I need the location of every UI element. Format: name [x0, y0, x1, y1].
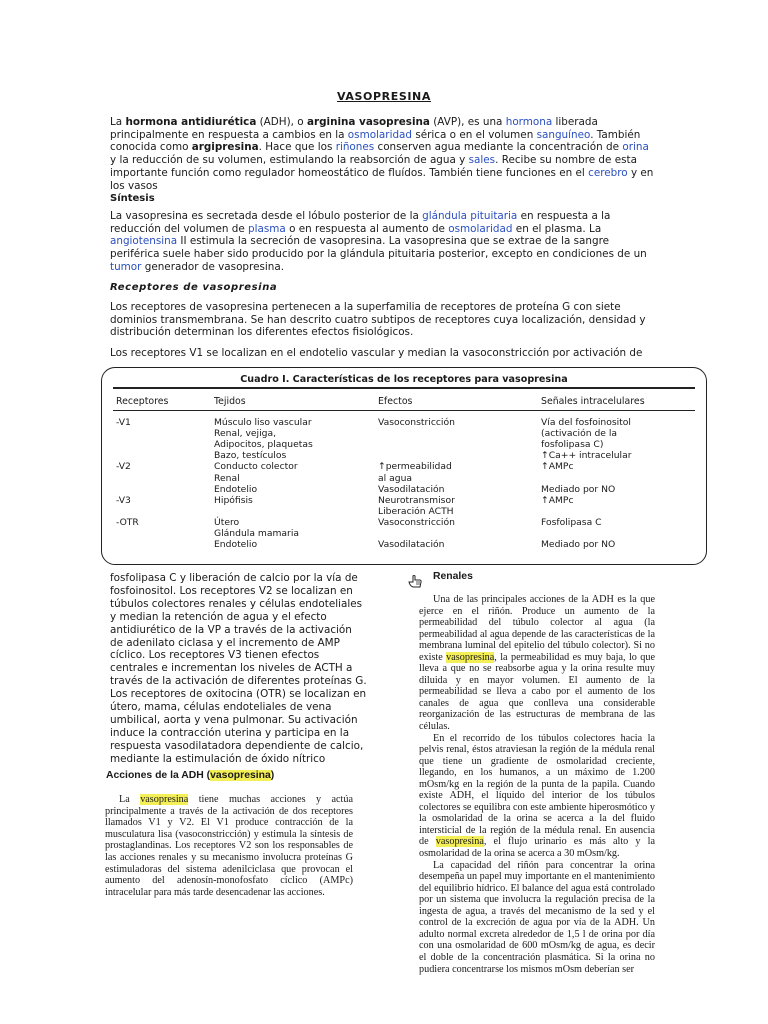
link-angiotensina[interactable]: angiotensina	[110, 235, 178, 248]
table-cell-tejido: Útero	[214, 516, 240, 528]
receptores-paragraph-1: Los receptores de vasopresina pertenecen a la superfamilia de receptores de proteína G con siete dominios transmembrana. Se han descrito cuatro subtipos de receptores cuya localización, densidad y distribución determinan los diferentes efectos fisiológicos.	[110, 301, 646, 339]
link-rinones[interactable]: riñones	[335, 141, 375, 154]
table-cell-efecto: ↑permeabilidad	[378, 461, 452, 473]
table-cell-senal: ↑Ca++ intracelular	[541, 450, 632, 462]
table-cell-senal: Vía del fosfoinositol	[541, 417, 631, 428]
table-cell-tejido: Glándula mamaria	[214, 528, 300, 539]
table-cell-efecto: Vasodilatación	[378, 539, 445, 551]
table-cell-efecto: Liberación ACTH	[378, 505, 454, 517]
receptores-continued: fosfolipasa C y liberación de calcio por la vía de fosfoinositol. Los receptores V2 se localizan en túbulos colectores renales y células endoteliales y median la retención de agua y el efecto antidiurético de la VP a través de la activación de adenilato ciclasa y el incremento de AMP cíclico. Los receptores V3 tienen efectos centrales e incrementan los niveles de ACTH a través de la activación de diferentes proteínas G. Los receptores de oxitocina (OTR) se localizan en útero, mama, células endoteliales de vena umbilical, aorta y vena pulmonar. Su activación induce la contracción uterina y participa en la respuesta vasodilatadora dependiente de calcio, mediante la estimulación de óxido nítrico	[110, 572, 367, 765]
receptores-heading: Receptores de vasopresina	[110, 282, 278, 293]
acciones-paragraph: La vasopresina tiene muchas acciones y actúa principalmente a través de la activación de dos receptores llamados V1 y V2. El V1 produce contracción de la musculatura lisa (vasoconstricción) y estimula la síntesis de prostaglandinas. Los receptores V2 son los responsables de las acciones renales y su mecanismo involucra proteínas G estimuladoras del sistema adenilciclasa que provocan el aumento del adenosín-monofosfato cíclico (AMPc) intracelular para más tarde desencadenar las acciones.	[105, 794, 353, 898]
table-cell-receptor: -V1	[116, 417, 131, 428]
link-tumor[interactable]: tumor	[110, 260, 142, 273]
renales-text: Una de las principales acciones de la ADH es la que ejerce en el riñón. Produce un aumento de la permeabilidad del túbulo colector al agua (la permeabilidad al agua depende de las características de la membrana luminal del epitelio del túbulo colector). Si no existe vasopresina, la permeabilidad es muy baja, lo que lleva a que no se reabsorbe agua y la orina resulte muy diluida y en mayor volumen. El aumento de la permeabilidad se lleva a cabo por el aumento de los canales de agua que conlleva una considerable reorganización de las estructuras de membrana de las células. En el recorrido de los túbulos colectores hacia la pelvis renal, éstos atraviesan la región de la médula renal que tiene un gradiente de osmolaridad creciente, llegando, en los humanos, a un máximo de 1.200 mOsm/kg en la región de la punta de la papila. Cuando existe ADH, el líquido del interior de los túbulos colectores se equilibra con este ambiente hiperosmótico y la osmolaridad de la orina se acerca a la del fluido intersticial de la región de la médula renal. En ausencia de vasopresina, el flujo urinario es más alto y la osmolaridad de la orina se acerca a 30 mOsm/kg. La capacidad del riñón para concentrar la orina desempeña un papel muy importante en el mantenimiento del equilibrio hídrico. El balance del agua está controlado por un sistema que involucra la regulación precisa de la ingesta de agua, a través del mecanismo de la sed y el control de la excreción de agua por vía de la ADH. Un adulto normal excreta alrededor de 1,5 l de orina por día con una osmolaridad de 600 mOsm/kg de agua, es decir el doble de la concentración plasmática. Si la orina no pudiera concentrarse los mismos mOsm deberían ser	[419, 594, 655, 975]
table-cell-receptor: -OTR	[116, 516, 139, 528]
sintesis-paragraph: La vasopresina es secretada desde el lóbulo posterior de la glándula pituitaria en respuesta a la reducción del volumen de plasma o en respuesta al aumento de osmolaridad en el plasma. La angiotensina II estimula la secreción de vasopresina. La vasopresina que se extrae de la sangre periférica suele haber sido producido por la glándula pituitaria posterior, excepto en condiciones de un tumor generador de vasopresina.	[110, 210, 647, 273]
link-osmolaridad[interactable]: osmolaridad	[347, 128, 413, 141]
table-header-receptores: Receptores	[116, 396, 169, 407]
table-cell-efecto: Vasoconstricción	[378, 417, 455, 428]
table-cell-tejido: Bazo, testículos	[214, 450, 287, 462]
table-header-efectos: Efectos	[378, 396, 413, 407]
link-glandula-pituitaria[interactable]: glándula pituitaria	[422, 210, 518, 222]
table-cell-receptor: -V3	[116, 494, 131, 506]
link-sales[interactable]: sales	[468, 154, 496, 167]
table-cell-tejido: Adipocitos, plaquetas	[214, 439, 313, 451]
table-cell-tejido: Conducto colector	[214, 461, 298, 473]
receptores-paragraph-2: Los receptores V1 se localizan en el endotelio vascular y median la vasoconstricción por activación de	[110, 347, 643, 359]
link-sanguineo[interactable]: sanguíneo	[536, 128, 591, 141]
table-cell-tejido: Endotelio	[214, 539, 258, 551]
table-cell-senal: Mediado por NO	[541, 483, 616, 495]
table-title: Cuadro I. Características de los receptores para vasopresina	[240, 374, 568, 385]
acciones-heading: Acciones de la ADH (vasopresina)	[106, 770, 275, 781]
table-cell-tejido: Músculo liso vascular	[214, 417, 312, 428]
table-cell-tejido: Hipófisis	[214, 494, 253, 506]
table-cell-senal: Fosfolipasa C	[541, 516, 602, 528]
table-cell-tejido: Renal	[214, 472, 240, 484]
sintesis-heading: Síntesis	[110, 193, 155, 204]
table-cell-tejido: Endotelio	[214, 483, 258, 495]
pointing-hand-icon	[407, 573, 423, 589]
page-title: VASOPRESINA	[337, 90, 431, 103]
table-top-rule	[113, 387, 695, 389]
table-header-rule	[113, 410, 695, 411]
renales-heading: Renales	[433, 571, 473, 582]
table-header-tejidos: Tejidos	[214, 396, 246, 407]
table-cell-senal: ↑AMPc	[541, 494, 574, 506]
table-cell-efecto: Vasoconstricción	[378, 516, 455, 528]
link-osmolaridad-2[interactable]: osmolaridad	[448, 222, 513, 235]
table-header-senales: Señales intracelulares	[541, 396, 645, 407]
intro-paragraph: La hormona antidiurética (ADH), o arginina vasopresina (AVP), es una hormona liberada principalmente en respuesta a cambios en la osmolaridad sérica o en el volumen sanguíneo. También conocida como argipresina. Hace que los riñones conserven agua mediante la concentración de orina y la reducción de su volumen, estimulando la reabsorción de agua y sales. Recibe su nombre de esta importante función como regulador homeostático de fluídos. También tiene funciones en el cerebro y en los vasos	[110, 116, 654, 192]
link-hormona[interactable]: hormona	[505, 116, 553, 128]
link-plasma[interactable]: plasma	[248, 222, 286, 235]
table-cell-efecto: Neurotransmisor	[378, 494, 455, 506]
table-cell-efecto: Vasodilatación	[378, 483, 445, 495]
link-cerebro[interactable]: cerebro	[588, 166, 628, 179]
table-cell-senal: Mediado por NO	[541, 539, 616, 551]
table-cell-senal: fosfolipasa C)	[541, 439, 604, 451]
table-cell-senal: (activación de la	[541, 428, 618, 440]
table-cell-senal: ↑AMPc	[541, 461, 574, 473]
link-orina[interactable]: orina	[622, 141, 649, 154]
table-cell-tejido: Renal, vejiga,	[214, 428, 277, 440]
table-cell-receptor: -V2	[116, 461, 131, 473]
table-cell-efecto: al agua	[378, 472, 413, 484]
